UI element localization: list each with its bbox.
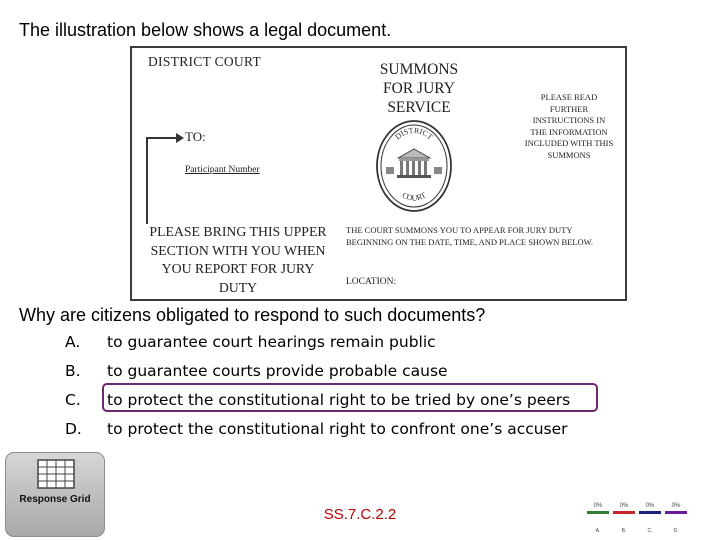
result-a [585, 503, 611, 534]
response-grid-label: Response Grid [19, 494, 91, 505]
svg-text:COURT: COURT [400, 190, 428, 203]
result-percent: 0% [619, 503, 629, 509]
result-b [611, 503, 637, 534]
answer-option-a[interactable] [65, 333, 625, 355]
doc-location-label: LOCATION: [346, 277, 397, 287]
answer-text: to protect the constitutional right to be tried by one’s peers [107, 391, 571, 409]
result-label: A. [595, 528, 601, 534]
result-d [663, 503, 689, 534]
question-text: Why are citizens obligated to respond to such documents? [19, 305, 486, 325]
standard-code: SS.7.C.2.2 [323, 506, 397, 523]
result-bar [587, 511, 609, 514]
result-bar [639, 511, 661, 514]
result-bar [665, 511, 687, 514]
answer-text: to protect the constitutional right to confront one’s accuser [107, 420, 568, 438]
arrow-icon [144, 126, 184, 226]
jury-summons-image [130, 46, 627, 301]
answer-letter: A. [65, 333, 81, 351]
response-grid-button[interactable] [5, 452, 105, 537]
answer-highlight [102, 383, 598, 412]
intro-text: The illustration below shows a legal document. [19, 20, 392, 40]
doc-summons-text: THE COURT SUMMONS YOU TO APPEAR FOR JURY DUTY BEGINNING ON THE DATE, TIME, AND PLACE SHOWN BELOW. [346, 225, 594, 247]
doc-participant-label: Participant Number [185, 165, 260, 175]
result-label: C. [647, 528, 653, 534]
answer-option-d[interactable] [65, 420, 625, 442]
svg-text:DISTRICT: DISTRICT [393, 125, 435, 142]
result-label: D. [673, 528, 679, 534]
doc-read-instructions: PLEASE READ FURTHER INSTRUCTIONS IN THE INFORMATION INCLUDED WITH THIS SUMMONS [524, 92, 614, 160]
answer-option-b[interactable] [65, 362, 625, 384]
grid-icon [37, 459, 75, 489]
result-percent: 0% [593, 503, 603, 509]
result-percent: 0% [645, 503, 655, 509]
response-results [585, 503, 715, 535]
court-seal-icon [375, 119, 453, 213]
answer-letter: D. [65, 420, 82, 438]
answer-letter: C. [65, 391, 81, 409]
answer-text: to guarantee court hearings remain public [107, 333, 436, 351]
result-c [637, 503, 663, 534]
doc-to-label: TO: [185, 129, 206, 144]
answer-text: to guarantee courts provide probable cause [107, 362, 448, 380]
doc-title: SUMMONS FOR JURY SERVICE [379, 61, 459, 116]
doc-court-heading: DISTRICT COURT [148, 54, 262, 69]
result-label: B. [621, 528, 627, 534]
doc-bring-instruction: PLEASE BRING THIS UPPER SECTION WITH YOU WHEN YOU REPORT FOR JURY DUTY [149, 224, 327, 295]
answer-letter: B. [65, 362, 81, 380]
result-percent: 0% [671, 503, 681, 509]
result-bar [613, 511, 635, 514]
